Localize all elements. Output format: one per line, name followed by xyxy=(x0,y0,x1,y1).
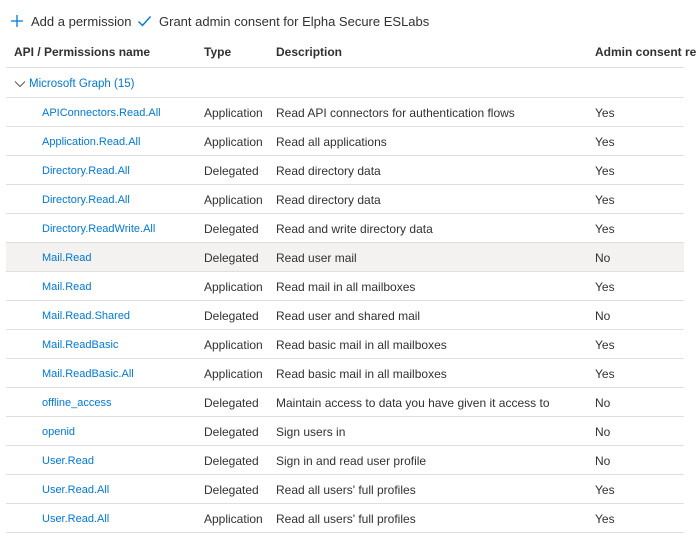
admin-consent-value: Yes xyxy=(595,483,615,497)
permission-description: Read mail in all mailboxes xyxy=(276,280,416,294)
admin-consent-value: No xyxy=(595,396,611,410)
permission-name-link[interactable]: Mail.Read.Shared xyxy=(42,310,131,322)
permission-description: Read basic mail in all mailboxes xyxy=(276,367,447,381)
permission-type: Delegated xyxy=(204,425,259,439)
permission-name-link[interactable]: Mail.Read xyxy=(42,281,92,293)
permission-description: Read all users' full profiles xyxy=(276,483,416,497)
permission-type: Delegated xyxy=(204,309,259,323)
permission-type: Application xyxy=(204,106,263,120)
admin-consent-value: No xyxy=(595,425,611,439)
permission-description: Read user mail xyxy=(276,251,357,265)
permission-type: Application xyxy=(204,512,263,526)
permission-description: Maintain access to data you have given it access to xyxy=(276,396,550,410)
group-toggle-microsoft-graph[interactable] xyxy=(14,73,134,95)
permission-description: Read basic mail in all mailboxes xyxy=(276,338,447,352)
command-bar xyxy=(0,0,684,40)
admin-consent-value: Yes xyxy=(595,338,615,352)
permission-type: Delegated xyxy=(204,164,259,178)
table-row[interactable] xyxy=(6,388,684,417)
permission-name-link[interactable]: Mail.Read xyxy=(42,252,92,264)
column-header-description[interactable]: Description xyxy=(276,45,343,59)
admin-consent-value: Yes xyxy=(595,135,615,149)
permission-name-link[interactable]: User.Read xyxy=(42,455,94,467)
table-row[interactable] xyxy=(6,185,684,214)
table-row[interactable] xyxy=(6,475,684,504)
table-row[interactable] xyxy=(6,127,684,156)
column-header-type[interactable]: Type xyxy=(204,45,232,59)
grant-admin-consent-button[interactable] xyxy=(137,10,429,32)
permission-name-link[interactable]: Directory.Read.All xyxy=(42,194,130,206)
permission-name-link[interactable]: Mail.ReadBasic.All xyxy=(42,368,134,380)
permission-type: Delegated xyxy=(204,454,259,468)
permission-description: Read all applications xyxy=(276,135,387,149)
column-header-api[interactable]: API / Permissions name xyxy=(14,45,151,59)
permission-description: Read API connectors for authentication flows xyxy=(276,106,515,120)
admin-consent-value: Yes xyxy=(595,512,615,526)
permission-name-link[interactable]: APIConnectors.Read.All xyxy=(42,107,161,119)
permission-name-link[interactable]: openid xyxy=(42,426,76,438)
permission-type: Delegated xyxy=(204,251,259,265)
header-divider xyxy=(6,67,684,68)
table-row[interactable] xyxy=(6,504,684,533)
permissions-table xyxy=(6,98,684,533)
permission-type: Delegated xyxy=(204,222,259,236)
permission-description: Read and write directory data xyxy=(276,222,433,236)
table-row[interactable] xyxy=(6,301,684,330)
permission-type: Delegated xyxy=(204,396,259,410)
table-row[interactable] xyxy=(6,359,684,388)
permission-name-link[interactable]: Directory.ReadWrite.All xyxy=(42,223,156,235)
table-row[interactable] xyxy=(6,330,684,359)
permission-type: Application xyxy=(204,367,263,381)
permission-type: Application xyxy=(204,338,263,352)
add-permission-label: Add a permission xyxy=(31,13,132,29)
admin-consent-value: Yes xyxy=(595,222,615,236)
permission-type: Application xyxy=(204,193,263,207)
permission-name-link[interactable]: Mail.ReadBasic xyxy=(42,339,119,351)
permission-type: Delegated xyxy=(204,483,259,497)
permission-name-link[interactable]: Directory.Read.All xyxy=(42,165,130,177)
table-row[interactable] xyxy=(6,446,684,475)
admin-consent-value: Yes xyxy=(595,280,615,294)
admin-consent-value: No xyxy=(595,454,611,468)
admin-consent-value: No xyxy=(595,309,611,323)
admin-consent-value: Yes xyxy=(595,164,615,178)
permission-description: Sign in and read user profile xyxy=(276,454,427,468)
table-row[interactable] xyxy=(6,214,684,243)
admin-consent-value: No xyxy=(595,251,611,265)
permission-name-link[interactable]: User.Read.All xyxy=(42,513,110,525)
table-header xyxy=(0,40,696,66)
plus-icon xyxy=(10,14,24,28)
permission-description: Read directory data xyxy=(276,193,381,207)
checkmark-icon xyxy=(137,14,152,28)
permission-type: Application xyxy=(204,280,263,294)
admin-consent-value: Yes xyxy=(595,367,615,381)
column-header-admin-consent[interactable]: Admin consent re xyxy=(595,45,696,59)
permission-description: Read all users' full profiles xyxy=(276,512,416,526)
chevron-down-icon xyxy=(14,80,26,88)
add-permission-button[interactable] xyxy=(10,10,131,32)
admin-consent-value: Yes xyxy=(595,106,615,120)
permission-name-link[interactable]: User.Read.All xyxy=(42,484,110,496)
permission-type: Application xyxy=(204,135,263,149)
table-row[interactable] xyxy=(6,156,684,185)
grant-admin-consent-label: Grant admin consent for Elpha Secure ESLabs xyxy=(159,13,430,29)
permission-description: Read directory data xyxy=(276,164,381,178)
permission-description: Sign users in xyxy=(276,425,346,439)
permission-name-link[interactable]: Application.Read.All xyxy=(42,136,141,148)
table-row[interactable] xyxy=(6,272,684,301)
group-label: Microsoft Graph (15) xyxy=(29,78,135,90)
admin-consent-value: Yes xyxy=(595,193,615,207)
table-row[interactable] xyxy=(6,243,684,272)
table-row[interactable] xyxy=(6,98,684,127)
table-row[interactable] xyxy=(6,417,684,446)
permission-name-link[interactable]: offline_access xyxy=(42,397,112,409)
permission-description: Read user and shared mail xyxy=(276,309,421,323)
